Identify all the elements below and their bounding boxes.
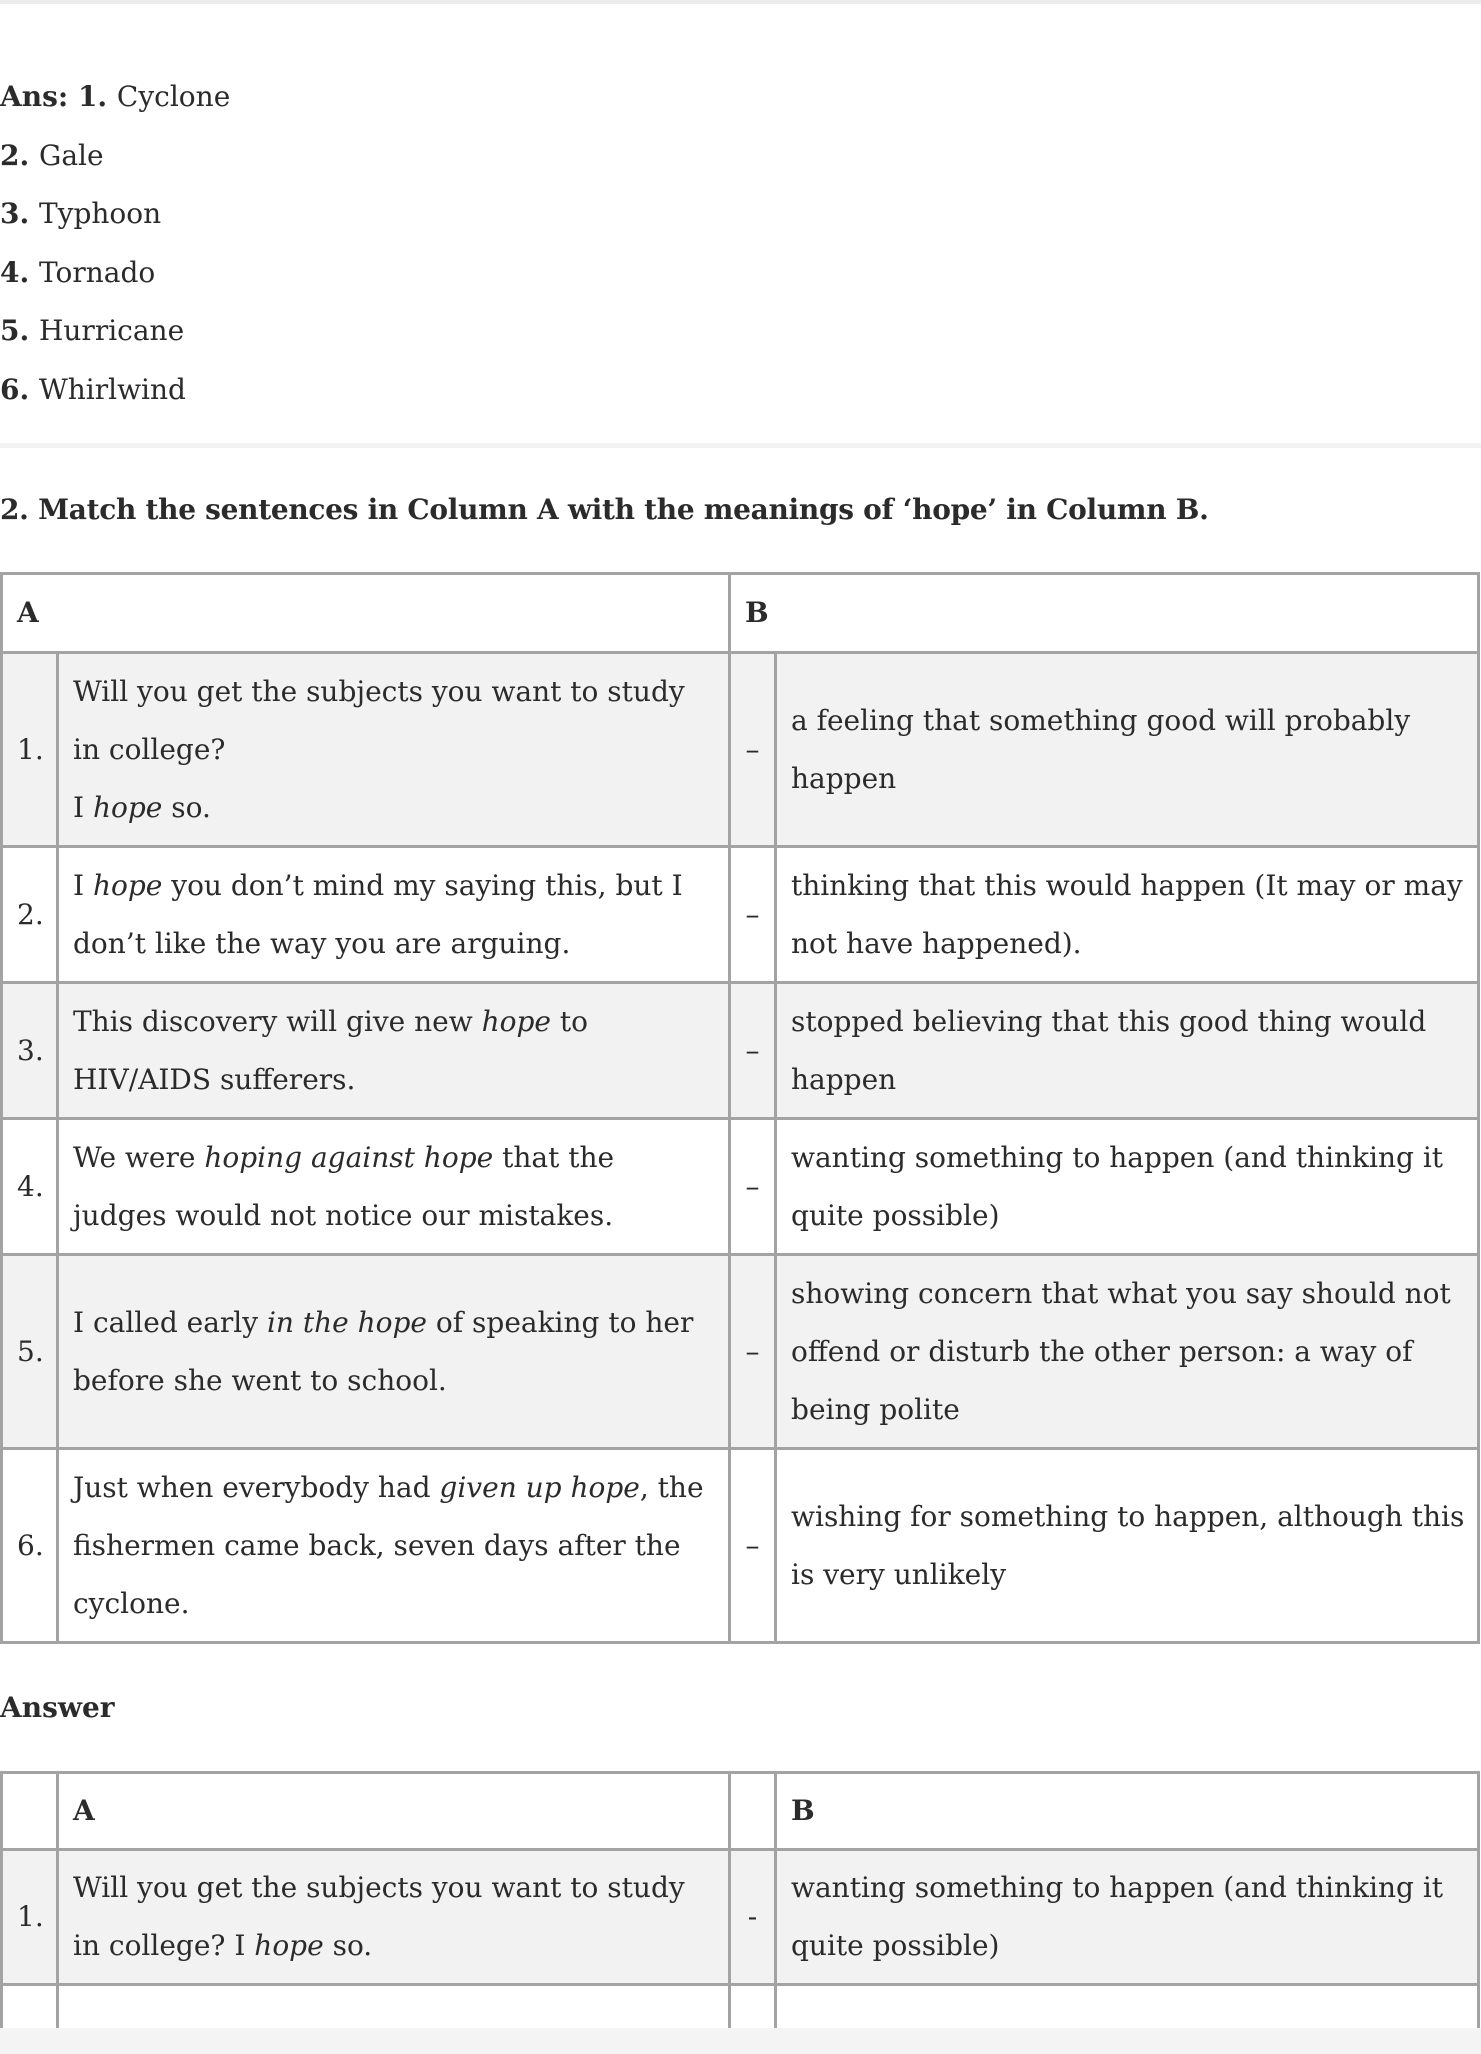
emphasis-text: hope [254,1929,324,1962]
header-a: A [2,574,730,653]
row-number: 1. [2,1850,58,1985]
cell-text: so. [323,1929,373,1962]
cell-text: , the fishermen came back, seven days after the cyclone. [73,1470,704,1620]
cell-text: Will you get the subjects you want to study in college? I [73,1871,685,1962]
answer-text: Gale [38,138,104,172]
answer-item [0,361,230,420]
column-a-cell [58,1850,730,1985]
row-dash: – [730,847,776,983]
answer-list [0,68,230,419]
cell-text: so. [162,790,211,824]
table-row [2,1449,1479,1643]
header-dash [730,1773,776,1850]
answer-item [0,68,230,127]
row-number: 1. [2,653,58,847]
table-header-row [2,574,1479,653]
header-b: B [776,1773,1479,1850]
cell-text: This discovery will give new [73,1004,482,1038]
row-dash: – [730,1255,776,1449]
answer-number: 6. [0,372,39,406]
column-b-cell: wanting something to happen (and thinking it quite possible) [776,1850,1479,1985]
cell-text: that the judges would not notice our mistakes. [73,1140,615,1232]
header-b: B [730,574,1479,653]
emphasis-text: in the hope [266,1305,427,1339]
answer-item [0,185,230,244]
emphasis-text: hope [92,790,163,824]
table-row [2,1255,1479,1449]
column-b-cell: wanting something to happen (and thinking it quite possible) [776,1119,1479,1255]
answer-item [0,127,230,186]
row-number: 5. [2,1255,58,1449]
header-a: A [58,1773,730,1850]
row-dash: – [730,1119,776,1255]
table-row [2,1850,1479,1985]
cell-text: Just when everybody had [73,1470,440,1504]
column-b-cell: a feeling that something good will probably happen [776,653,1479,847]
question-heading: 2. Match the sentences in Column A with the meanings of ‘hope’ in Column B. [0,493,1209,526]
answer-text: Tornado [38,255,156,289]
row-dash: – [730,983,776,1119]
table-header-row [2,1773,1479,1850]
table-row [2,847,1479,983]
top-divider [0,0,1481,4]
answer-text: Typhoon [38,197,162,230]
answer-table [0,1771,1480,2046]
column-b-cell: wishing for something to happen, although this is very unlikely [776,1449,1479,1643]
match-table [0,572,1480,1644]
column-a-cell [58,1255,730,1449]
emphasis-text: given up hope [439,1470,640,1504]
answer-number: 2. [0,138,39,172]
answer-prefix: Ans: [0,80,78,113]
column-b-cell: showing concern that what you say should not offend or disturb the other person: a way of being polite [776,1255,1479,1449]
row-number: 6. [2,1449,58,1643]
answer-text: Whirlwind [38,372,186,406]
row-dash: – [730,653,776,847]
answer-item [0,302,230,361]
answer-number: 3. [0,197,39,230]
row-number: 4. [2,1119,58,1255]
header-number [2,1773,58,1850]
row-dash: – [730,1449,776,1643]
answer-number: 5. [0,314,39,347]
emphasis-text: hoping against hope [204,1140,494,1174]
column-a-cell [58,653,730,847]
answer-number: 1. [77,80,117,113]
column-a-cell [58,847,730,983]
cell-text: you don’t mind my saying this, but I don’t like the way you are arguing. [73,868,683,960]
row-number: 3. [2,983,58,1119]
table-row [2,983,1479,1119]
answer-text: Hurricane [38,314,185,347]
column-a-cell [58,983,730,1119]
answer-item [0,244,230,303]
table-row [2,653,1479,847]
row-number: 2. [2,847,58,983]
cell-text: to HIV/AIDS sufferers. [73,1004,588,1096]
column-a-cell [58,1449,730,1643]
cell-text: Will you get the subjects you want to study in college? [73,674,685,766]
answer-number: 4. [0,255,39,289]
emphasis-text: hope [92,868,163,902]
column-b-cell: stopped believing that this good thing would happen [776,983,1479,1119]
column-b-cell: thinking that this would happen (It may or may not have happened). [776,847,1479,983]
table-row [2,1119,1479,1255]
column-a-cell [58,1119,730,1255]
cell-text: I called early [73,1305,267,1339]
cell-text: I [73,868,93,902]
cell-text: We were [73,1140,205,1174]
answer-text: Cyclone [116,80,231,113]
bottom-divider [0,2028,1481,2054]
emphasis-text: hope [481,1004,551,1038]
answer-label: Answer [0,1691,115,1724]
section-divider [0,443,1481,448]
cell-text: I [73,790,93,824]
cell-text: of speaking to her before she went to school. [73,1305,694,1397]
row-dash: - [730,1850,776,1985]
